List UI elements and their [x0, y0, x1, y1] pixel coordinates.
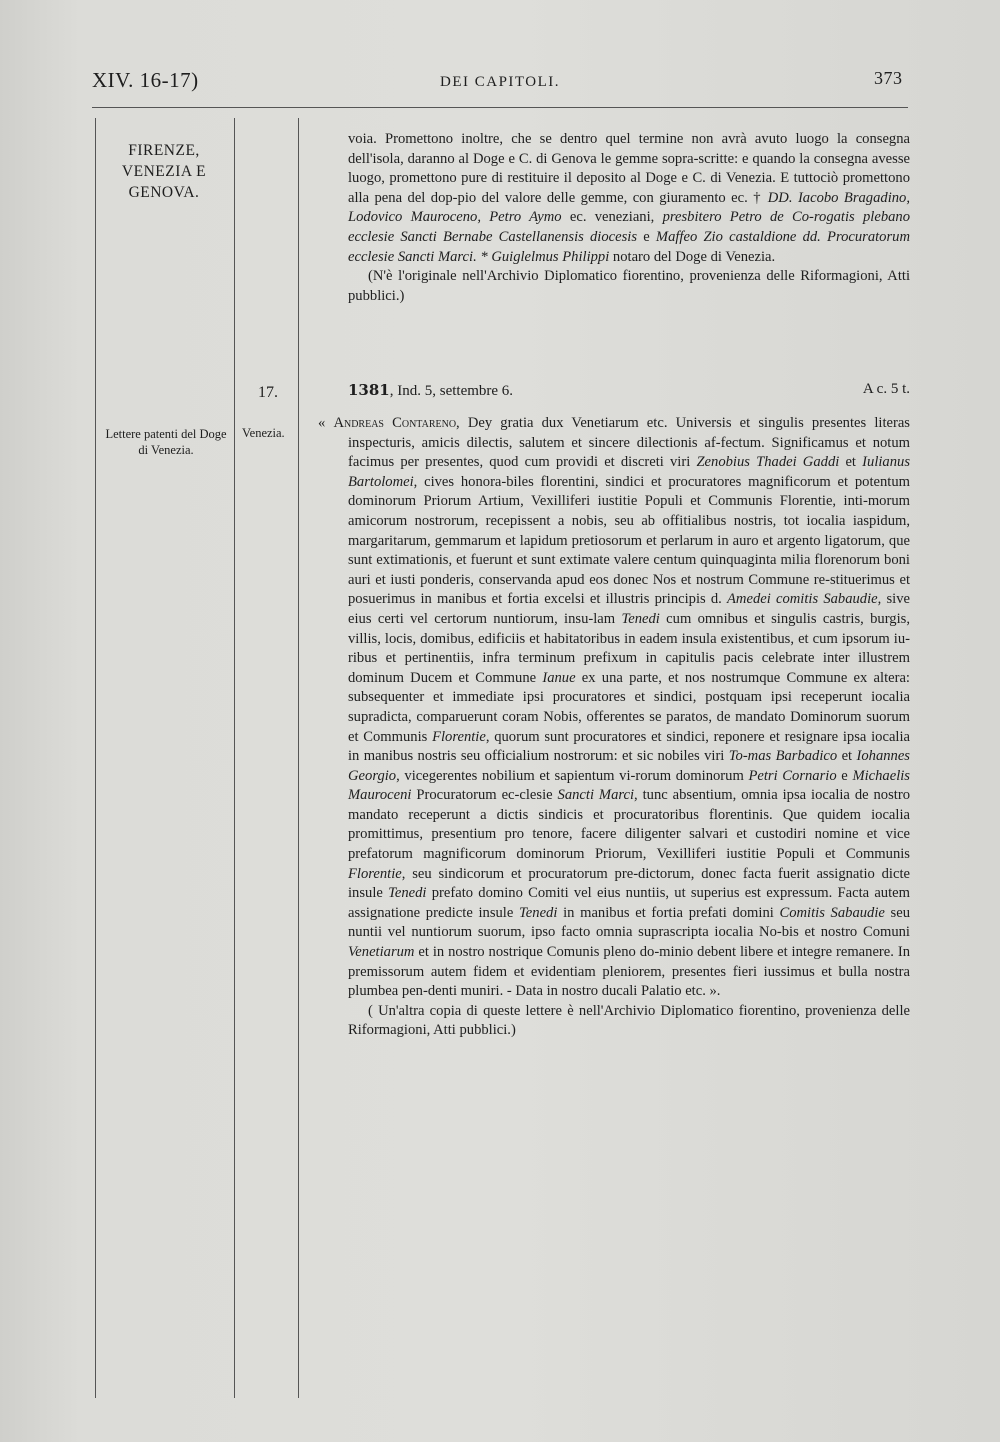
italic-run: Florentie [432, 728, 486, 745]
text-run: , cives honora-biles florentini, sindici et procuratores magnificorum et potentum dominorum Priorum Artium, Vexilliferi iustitie Populi et Communis Florentie, inti-morum amicorum nostrorum, recepissent a nobis, seu ab offitialibus nostris, tot iocalia iaspidum, margaritarum, gemmarum et lapidum pretiosorum et perlarum in auro et argento ligatorum, que sunt extimationis, et fuerunt et sunt extimate valere centum quinquaginta milia florenorum boni auri et iusti ponderis, conservanda apud eos donec Nos et nostrum Commune re-stituerimus et posuerimus in manibus et fortia excelsi et illustris principis d. [348, 473, 910, 608]
text-run: e [637, 228, 656, 245]
column-rule-middle [234, 118, 235, 1398]
italic-run: Iulianus Bartolomei [348, 454, 910, 490]
italic-run: DD. Iacobo Bragadino, Lodovico Mauroceno, Petro Aymo [348, 189, 910, 226]
header-rule [92, 107, 908, 108]
text-run: , vicegerentes nobilium et sapientum vi-rorum dominorum [396, 767, 749, 784]
document-date: , Ind. 5, settembre 6. [389, 383, 514, 399]
text-run: « [318, 415, 334, 431]
column-rule-left [95, 118, 96, 1398]
column-rule-right [298, 118, 299, 1398]
italic-run: Venetiarum [348, 944, 415, 961]
body-paragraph-letter [318, 414, 911, 1041]
italic-run: Tenedi [621, 610, 660, 627]
text-run: e [836, 767, 853, 784]
archive-note: (N'è l'originale nell'Archivio Diplomatico fiorentino, provenienza delle Riformagioni, Atti pubblici.) [348, 268, 910, 304]
italic-run: Petri Cornario [748, 767, 837, 784]
body-paragraph-1 [348, 130, 910, 306]
italic-run: Sancti Marci [557, 787, 635, 804]
document-number: 17. [258, 384, 278, 401]
text-run: , seu sindicorum et procuratorum pre-dictorum, donec facta fuerit assignatio dicte insule [348, 865, 910, 902]
margin-title-line: GENOVA. [128, 184, 200, 201]
margin-title-line: VENEZIA E [121, 163, 207, 180]
italic-run: Zenobius Thadei Gaddi [696, 454, 840, 471]
text-run: prefato domino Comiti vel eius nuntiis, ut superius est expressum. Facta autem assignatione predicte insule [348, 885, 910, 921]
text-run: ex una parte, et nos nostrumque Commune ex altera: subsequenter et immediate ipsi procuratores et sindici, postquam ipsi receperunt iocalia supradicta, comparuerunt coram Nobis, offerentes se paratos, de mandato Dominorum suorum et Communis [348, 669, 910, 745]
text-run: et in nostro nostrique Comunis pleno do-minio debent libere et integre remanere. In premissorum autem fidem et evidentiam pleniorem, presentes fieri iussimus et bulla nostra plumbea pen-denti muniri. - Data in nostro ducali Palatio etc. ». [348, 944, 910, 1000]
italic-run: Maffeo Zio castaldione dd. Procuratorum ecclesie Sancti Marci. * Guiglelmus Philippi [348, 228, 910, 265]
margin-place: Venezia. [242, 426, 285, 440]
margin-title [100, 140, 228, 203]
archive-note: ( Un'altra copia di queste lettere è nell'Archivio Diplomatico fiorentino, provenienza delle Riformagioni, Atti pubblici.) [348, 1002, 910, 1039]
text-run: , sive eius certi vel certorum nuntiorum, insu-lam [348, 591, 910, 627]
text-run: cum omnibus et singulis castris, burgis, villis, locis, domibus, edificiis et habitatoribus in eadem insula existentibus, et cum ipsorum iu-ribus et pertinentiis, infra terminum prefixum in capitulis pacis celebrate inter illustrem dominum Ducem et Commune [348, 610, 910, 686]
italic-run: presbitero Petro de Co-rogatis plebano ecclesie Sancti Bernabe Castellanensis diocesis [348, 209, 911, 245]
text-run: , Dey gratia dux Venetiarum etc. Universis et singulis presentes literas inspecturis, amicis dilectis, salutem et sincere dilectionis af-fectum. Significamus et notum facimus per presentes, quod cum providi et discreti viri [348, 415, 910, 471]
italic-run: Florentie [348, 865, 402, 882]
italic-run: Amedei comitis Sabaudie [727, 591, 878, 608]
text-run: seu nuntii vel nuntiorum suorum, ipso facto omnia suprascripta iocalia No-bis et nostro Comuni [348, 904, 910, 941]
text-run: et [839, 454, 863, 471]
text-run: et [837, 748, 857, 765]
text-run: in manibus et fortia prefati domini [557, 904, 780, 921]
text-run: Procuratorum ec-clesie [411, 787, 558, 804]
italic-run: Ianue [542, 669, 576, 686]
document-year: 1381 [348, 381, 390, 399]
italic-run: Tenedi [519, 904, 558, 921]
italic-run: Iohannes Georgio [348, 748, 910, 784]
margin-title-line: FIRENZE, [128, 142, 200, 159]
text-run: , tunc absentium, omnia ipsa iocalia de nostro mandato receperunt a dictis sindicis et procuratoribus florentinis. Que quidem iocalia promittimus, presentium pro tenore, facere diligenter salvari et custodiri nomine et vice prefatorum magnificorum dominorum Priorum, Vexilliferi iustitie Populi et Communis [348, 787, 910, 863]
text-run: , quorum sunt procuratores et sindici, reponere et resignare ipsa iocalia in manibus nostris seu officialium nostrorum: et sic nobiles viri [348, 728, 911, 765]
folio-reference: A c. 5 t. [862, 381, 910, 397]
text-run: notaro del Doge di Venezia. [609, 248, 776, 265]
small-caps-run: Andreas Contareno [333, 415, 457, 431]
italic-run: To-mas Barbadico [728, 748, 838, 765]
italic-run: Tenedi [388, 885, 427, 902]
document-date-line [348, 381, 910, 400]
running-title: DEI CAPITOLI. [440, 74, 561, 90]
italic-run: Michaelis Mauroceni [348, 767, 910, 804]
italic-run: Comitis Sabaudie [779, 904, 885, 921]
text-run: voia. Promettono inoltre, che se dentro quel termine non avrà avuto luogo la consegna dell'isola, daranno al Doge e C. di Genova le gemme sopra-scritte: e quando la consegna avesse luogo, promettono pure di restituire il deposito al Doge e C. di Venezia. E tuttociò promettono alla pena del dop-pio del valore delle gemme, con giuramento ec. † [348, 131, 910, 206]
page-number: 373 [874, 68, 903, 88]
text-run: ec. veneziani, [561, 209, 663, 226]
margin-note: Lettere patenti del Doge di Venezia. [105, 427, 227, 457]
section-reference: XIV. 16-17) [92, 68, 199, 92]
